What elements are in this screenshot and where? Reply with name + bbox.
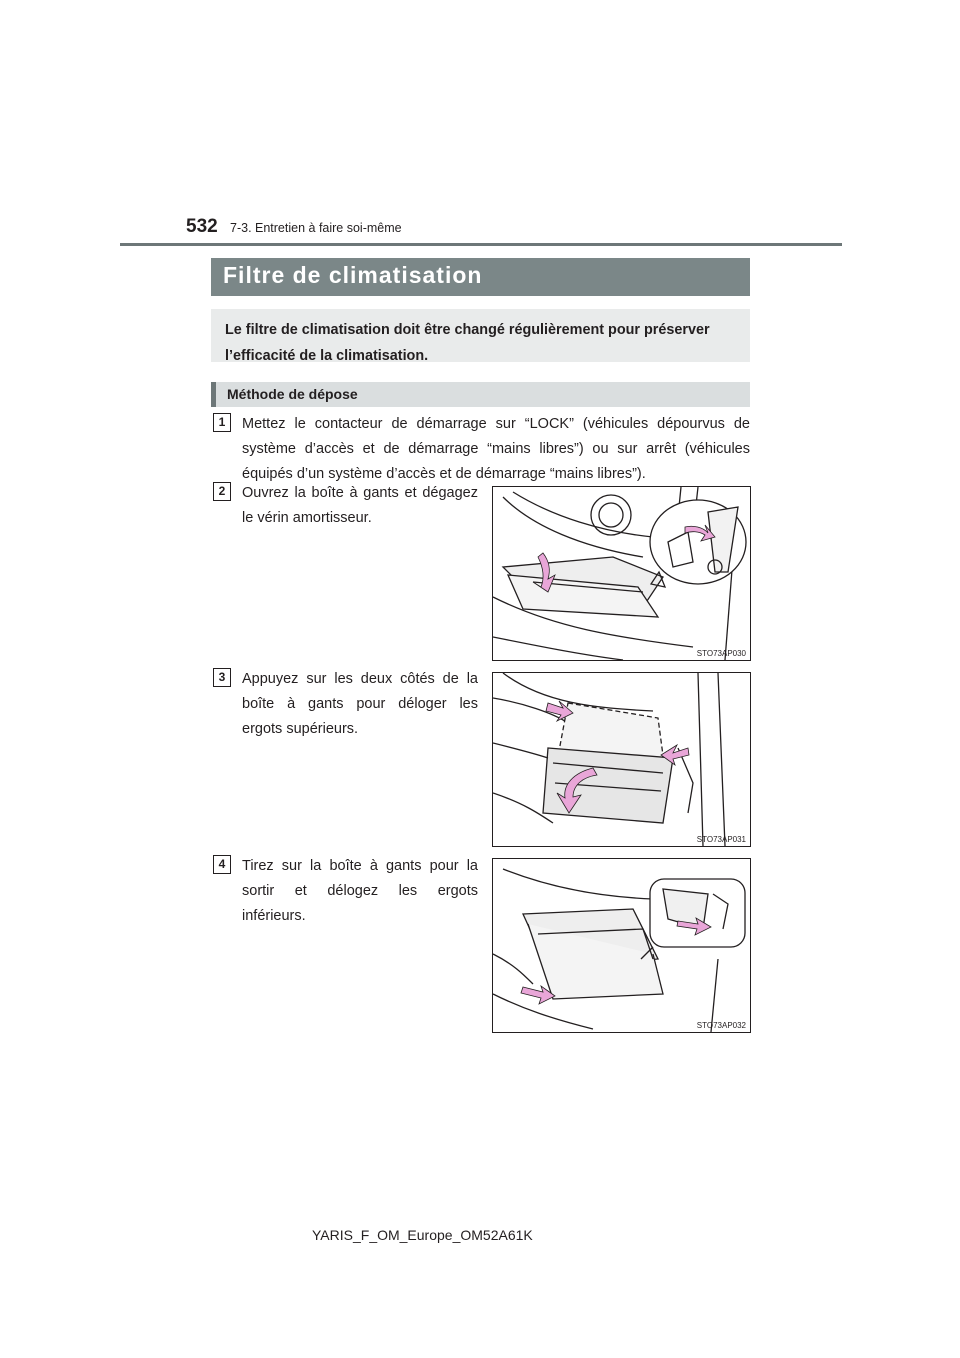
step-2-number: 2	[213, 482, 231, 501]
section-reference: 7-3. Entretien à faire soi-même	[230, 221, 402, 235]
step-2-text: Ouvrez la boîte à gants et dégagez le vérin amortisseur.	[242, 485, 478, 526]
figure-code: STO73AP031	[696, 835, 746, 844]
figure-glovebox-open	[492, 486, 751, 661]
intro-box	[211, 309, 750, 362]
figure-glovebox-pull-out	[492, 858, 751, 1033]
step-4-text: Tirez sur la boîte à gants pour la sortir et délogez les ergots inférieurs.	[242, 858, 478, 924]
step-3-text: Appuyez sur les deux côtés de la boîte à gants pour déloger les ergots supérieurs.	[242, 671, 478, 737]
step-1-text: Mettez le contacteur de démarrage sur “LOCK” (véhicules dépourvus de système d’accès et de démarrage “mains libres”) ou sur arrêt (véhicules équipés d’un système d’accès et de démarrage “mains libres”).	[242, 416, 750, 482]
header-rule	[120, 243, 842, 246]
step-1-number: 1	[213, 413, 231, 432]
figure-code: STO73AP032	[696, 1021, 746, 1030]
subsection-title: Méthode de dépose	[227, 386, 358, 402]
step-4-number: 4	[213, 855, 231, 874]
page-number: 532	[186, 216, 218, 237]
intro-text: Le filtre de climatisation doit être changé régulièrement pour préserver l’efficacité de la climatisation.	[225, 322, 710, 364]
subsection-band	[211, 382, 750, 407]
step-3-number: 3	[213, 668, 231, 687]
figure-code: STO73AP030	[696, 649, 746, 658]
title-band	[211, 258, 750, 296]
footer-document-code: YARIS_F_OM_Europe_OM52A61K	[312, 1227, 533, 1243]
page-title: Filtre de climatisation	[223, 262, 483, 288]
figure-glovebox-press-sides	[492, 672, 751, 847]
